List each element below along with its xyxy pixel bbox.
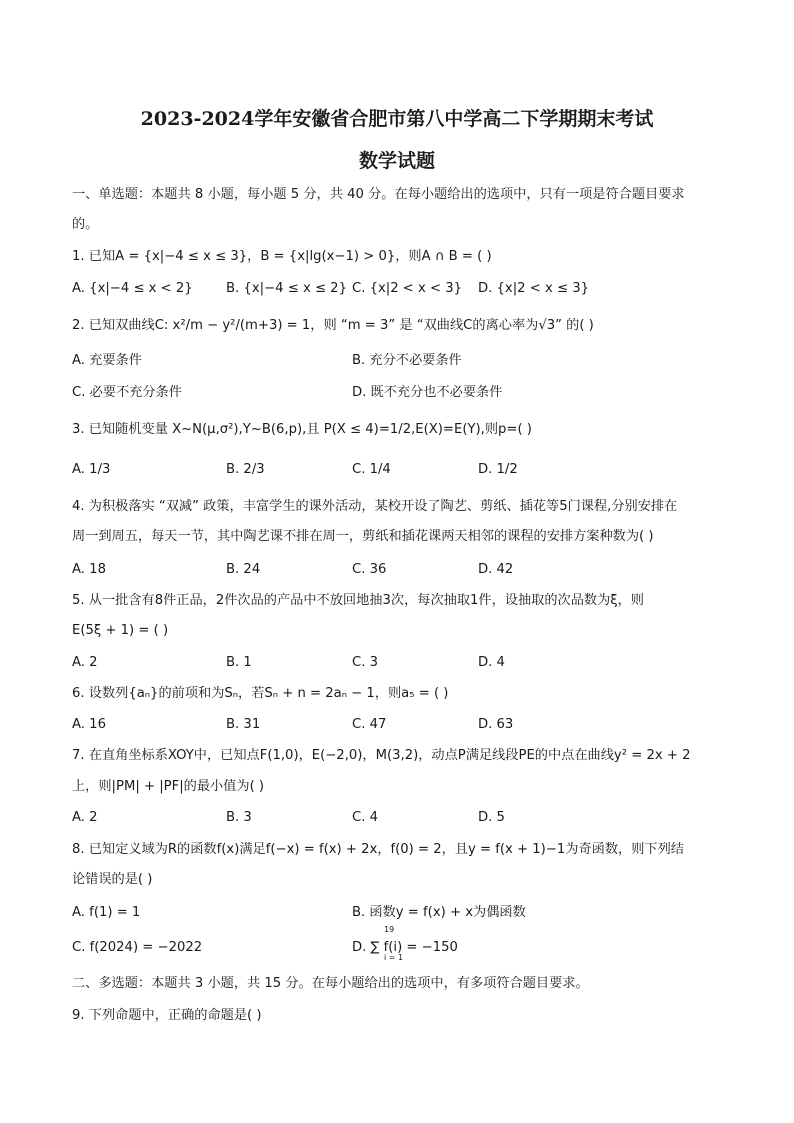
q5-option-d: D. 4	[478, 655, 505, 670]
q6-option-b: B. 31	[226, 717, 261, 732]
q6-option-d: D. 63	[478, 717, 514, 732]
q6-option-c: C. 47	[352, 717, 387, 732]
q7-option-c: C. 4	[352, 810, 378, 825]
q2-option-d: D. 既不充分也不必要条件	[352, 385, 503, 400]
q4-stem-line1: 4. 为积极落实 “双减” 政策，丰富学生的课外活动，某校开设了陶艺、剪纸、插花等5门课程,分别安排在	[72, 499, 678, 514]
q9-stem: 9. 下列命题中，正确的命题是( )	[72, 1008, 262, 1023]
q6-stem: 6. 设数列{aₙ}的前项和为Sₙ，若Sₙ + n = 2aₙ − 1，则a₅ = ( )	[72, 686, 449, 701]
q5-stem-line1: 5. 从一批含有8件正品，2件次品的产品中不放回地抽3次，每次抽取1件，设抽取的次品数为ξ，则	[72, 593, 644, 608]
exam-title: 2023-2024学年安徽省合肥市第八中学高二下学期期末考试	[140, 108, 654, 130]
q8-sum-upper-limit: 19	[384, 925, 395, 934]
q5-option-b: B. 1	[226, 655, 252, 670]
q3-stem: 3. 已知随机变量 X~N(μ,σ²),Y~B(6,p),且 P(X ≤ 4)=1/2,E(X)=E(Y),则p=( )	[72, 422, 532, 437]
q8-option-b: B. 函数y = f(x) + x为偶函数	[352, 905, 526, 920]
q8-option-d: D. ∑ f(i) = −150	[352, 940, 458, 955]
q8-stem-line2: 论错误的是( )	[72, 872, 153, 887]
q4-option-a: A. 18	[72, 562, 106, 577]
q4-option-d: D. 42	[478, 562, 514, 577]
q3-option-c: C. 1/4	[352, 462, 391, 477]
q1-option-d: D. {x|2 < x ≤ 3}	[478, 281, 590, 296]
q8-stem-line1: 8. 已知定义域为R的函数f(x)满足f(−x) = f(x) + 2x，f(0) = 2，且y = f(x + 1)−1为奇函数，则下列结	[72, 842, 684, 857]
section2-instructions: 二、多选题：本题共 3 小题，共 15 分。在每小题给出的选项中，有多项符合题目要求。	[72, 976, 589, 991]
q2-stem: 2. 已知双曲线C: x²/m − y²/(m+3) = 1，则 “m = 3” 是 “双曲线C的离心率为√3” 的( )	[72, 318, 594, 333]
q1-option-a: A. {x|−4 ≤ x < 2}	[72, 281, 193, 296]
q2-option-a: A. 充要条件	[72, 353, 142, 368]
exam-subtitle: 数学试题	[358, 150, 435, 172]
q8-option-c: C. f(2024) = −2022	[72, 940, 203, 955]
q4-option-c: C. 36	[352, 562, 387, 577]
q7-option-a: A. 2	[72, 810, 98, 825]
q3-option-d: D. 1/2	[478, 462, 518, 477]
q1-option-b: B. {x|−4 ≤ x ≤ 2}	[226, 281, 347, 296]
q2-option-b: B. 充分不必要条件	[352, 353, 462, 368]
section1-instructions-cont: 的。	[72, 217, 99, 232]
q3-option-a: A. 1/3	[72, 462, 111, 477]
q6-option-a: A. 16	[72, 717, 106, 732]
q4-stem-line2: 周一到周五，每天一节，其中陶艺课不排在周一，剪纸和插花课两天相邻的课程的安排方案种数为( )	[72, 529, 654, 544]
q7-stem-line1: 7. 在直角坐标系XOY中，已知点F(1,0)，E(−2,0)，M(3,2)，动点P满足线段PE的中点在曲线y² = 2x + 2	[72, 748, 691, 763]
q8-option-a: A. f(1) = 1	[72, 905, 141, 920]
q7-stem-line2: 上，则|PM| + |PF|的最小值为( )	[72, 779, 265, 794]
q5-option-a: A. 2	[72, 655, 98, 670]
q7-option-d: D. 5	[478, 810, 505, 825]
q7-option-b: B. 3	[226, 810, 252, 825]
q4-option-b: B. 24	[226, 562, 261, 577]
q8-sum-lower-limit: i = 1	[384, 953, 404, 962]
q1-stem: 1. 已知A = {x|−4 ≤ x ≤ 3}，B = {x|lg(x−1) > 0}，则A ∩ B = ( )	[72, 249, 492, 264]
q3-option-b: B. 2/3	[226, 462, 265, 477]
section1-instructions: 一、单选题：本题共 8 小题，每小题 5 分，共 40 分。在每小题给出的选项中，只有一项是符合题目要求	[72, 187, 685, 202]
q5-stem-line2: E(5ξ + 1) = ( )	[72, 623, 169, 638]
q2-option-c: C. 必要不充分条件	[72, 385, 182, 400]
q1-option-c: C. {x|2 < x < 3}	[352, 281, 463, 296]
q5-option-c: C. 3	[352, 655, 378, 670]
